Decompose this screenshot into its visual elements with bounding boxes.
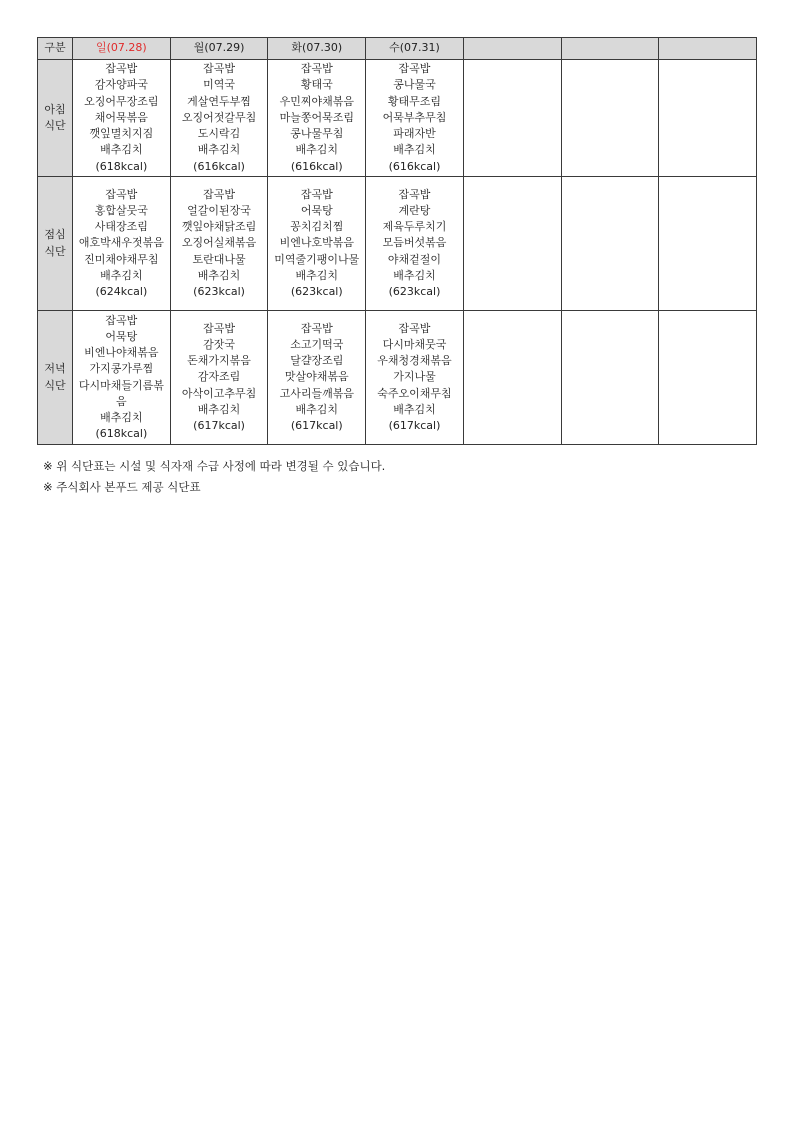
- menu-item: 가지나물: [393, 370, 436, 384]
- menu-item: 가지콩가루찜: [89, 362, 154, 376]
- menu-item: 배추김치: [100, 143, 143, 157]
- menu-item: (616kcal): [388, 159, 441, 173]
- menu-item: 감자조림: [197, 370, 241, 384]
- day-header-empty: [659, 38, 757, 60]
- menu-item: 황태국: [300, 78, 333, 92]
- notes: [43, 456, 385, 498]
- menu-item: 배추김치: [393, 402, 436, 416]
- meal-label-line: 아침: [44, 102, 66, 116]
- meal-label-line: 식단: [44, 244, 66, 258]
- menu-item: 야채겉절이: [387, 252, 442, 266]
- menu-item: 감잣국: [203, 337, 235, 351]
- menu-item: 배추김치: [295, 143, 339, 157]
- menu-item: 계란탕: [398, 203, 431, 217]
- menu-item: 게살연두부찜: [187, 94, 251, 108]
- menu-cell: [561, 177, 659, 311]
- menu-item: (617kcal): [193, 419, 245, 432]
- menu-cell: [73, 177, 171, 311]
- menu-item: 깻잎야채닭조림: [181, 220, 257, 234]
- menu-cell: [366, 60, 464, 177]
- menu-item: 채어묵볶음: [94, 110, 148, 124]
- menu-item: 도시락김: [197, 127, 241, 141]
- menu-item: 어묵탕: [105, 329, 138, 343]
- menu-item: 배추김치: [393, 268, 436, 282]
- meal-label-line: 식단: [44, 119, 66, 132]
- menu-item: 우채청경채볶음: [377, 354, 452, 368]
- menu-item: (623kcal): [388, 285, 441, 298]
- menu-cell: [561, 60, 659, 177]
- menu-cell: [170, 311, 268, 445]
- menu-cell: [268, 177, 366, 311]
- menu-item: 배추김치: [197, 402, 241, 416]
- meal-label-line: 저녁: [44, 362, 66, 376]
- menu-item: 소고기떡국: [290, 337, 344, 351]
- menu-item: 깻잎멸치지짐: [89, 127, 154, 141]
- day-header-sun: 일(07.28): [73, 38, 171, 60]
- note-change-notice: ※ 위 식단표는 시설 및 식자재 수급 사정에 따라 변경될 수 있습니다.: [43, 459, 386, 473]
- note-provider: ※ 주식회사 본푸드 제공 식단표: [43, 480, 201, 494]
- menu-item: 잡곡밥: [398, 187, 431, 201]
- menu-item: 돈채가지볶음: [187, 354, 251, 368]
- menu-item: 미역줄기팽이나물: [274, 252, 360, 266]
- day-header-mon: 월(07.29): [170, 38, 268, 60]
- menu-item: 꽁치김치찜: [290, 220, 344, 234]
- menu-item: 달걀장조림: [290, 354, 344, 368]
- menu-item: 모듬버섯볶음: [382, 236, 447, 250]
- menu-cell: [463, 177, 561, 311]
- day-header-tue: 화(07.30): [268, 38, 366, 60]
- menu-item: 진미채야채무침: [84, 252, 159, 266]
- day-header-empty: [561, 38, 659, 60]
- menu-cell: [268, 311, 366, 445]
- menu-item: 토란대나물: [192, 252, 246, 266]
- menu-cell: [463, 311, 561, 445]
- menu-item: 제육두루치기: [382, 220, 447, 234]
- menu-item: 비엔나호박볶음: [279, 236, 354, 250]
- meal-label-line: 식단: [44, 378, 66, 392]
- menu-item: (616kcal): [193, 159, 245, 173]
- menu-item: 배추김치: [295, 268, 339, 282]
- menu-item: 배추김치: [197, 268, 241, 282]
- menu-item: 마늘쫑어묵조림: [279, 110, 354, 124]
- menu-item: 배추김치: [197, 143, 241, 157]
- menu-item: 감자양파국: [94, 78, 148, 92]
- menu-item: 잡곡밥: [203, 321, 235, 335]
- menu-item: (618kcal): [95, 427, 148, 441]
- menu-item: (623kcal): [290, 285, 343, 298]
- menu-item: 배추김치: [100, 268, 143, 282]
- meal-label-line: 점심: [44, 228, 66, 242]
- lunch-row: [38, 177, 757, 311]
- menu-item: (618kcal): [95, 159, 148, 173]
- menu-item: 얼갈이된장국: [187, 203, 251, 217]
- menu-item: 배추김치: [295, 402, 339, 416]
- day-header-wed: 수(07.31): [366, 38, 464, 60]
- menu-item: 아삭이고추무침: [181, 386, 257, 400]
- menu-cell: [561, 311, 659, 445]
- menu-item: 잡곡밥: [300, 187, 333, 201]
- menu-item: 우민찌야채볶음: [279, 94, 354, 108]
- menu-cell: [366, 177, 464, 311]
- menu-cell: [73, 60, 171, 177]
- menu-item: 홍합살뭇국: [94, 203, 148, 217]
- menu-item: 다시마채들기름볶음: [78, 378, 164, 408]
- menu-item: 잡곡밥: [398, 62, 431, 76]
- menu-cell: [659, 177, 757, 311]
- menu-cell: [366, 311, 464, 445]
- menu-item: 맛살야채볶음: [284, 370, 349, 384]
- menu-item: 미역국: [203, 78, 235, 92]
- menu-item: (616kcal): [290, 159, 343, 173]
- menu-cell: [659, 311, 757, 445]
- menu-item: 오징어실채볶음: [181, 236, 257, 250]
- menu-item: 사태장조림: [94, 220, 148, 234]
- menu-item: (617kcal): [290, 419, 343, 432]
- menu-item: 잡곡밥: [203, 62, 235, 76]
- menu-item: 잡곡밥: [300, 321, 333, 335]
- day-header-empty: [463, 38, 561, 60]
- meal-label: [38, 60, 73, 177]
- menu-item: 애호박새우젓볶음: [78, 236, 164, 250]
- meal-label: [38, 311, 73, 445]
- menu-cell: [170, 60, 268, 177]
- menu-item: 고사리들깨볶음: [279, 386, 354, 400]
- breakfast-row: [38, 60, 757, 177]
- menu-cell: [659, 60, 757, 177]
- menu-item: 잡곡밥: [300, 62, 333, 76]
- menu-item: 숙주오이채무침: [377, 386, 452, 400]
- menu-item: 어묵부추무침: [382, 110, 447, 124]
- menu-item: 배추김치: [100, 410, 143, 424]
- meal-label: [38, 177, 73, 311]
- menu-item: (617kcal): [388, 419, 441, 432]
- header-label: 구분: [38, 38, 73, 60]
- menu-cell: [73, 311, 171, 445]
- menu-cell: [170, 177, 268, 311]
- menu-item: (624kcal): [95, 285, 148, 298]
- menu-item: 콩나물국: [393, 78, 436, 92]
- menu-item: 다시마채뭇국: [382, 337, 447, 351]
- menu-item: 잡곡밥: [105, 187, 138, 201]
- menu-item: 비엔나야채볶음: [84, 346, 159, 360]
- menu-item: 콩나물무침: [290, 127, 344, 141]
- menu-item: (623kcal): [193, 285, 245, 298]
- menu-item: 배추김치: [393, 143, 436, 157]
- menu-item: 황태무조림: [387, 94, 442, 108]
- menu-item: 잡곡밥: [398, 321, 431, 335]
- menu-item: 잡곡밥: [105, 62, 138, 76]
- header-row: [38, 38, 757, 60]
- menu-cell: [463, 60, 561, 177]
- menu-item: 잡곡밥: [203, 187, 235, 201]
- menu-item: 파래자반: [393, 127, 436, 141]
- menu-item: 오징어무장조림: [84, 94, 159, 108]
- meal-plan-table: [37, 37, 757, 445]
- menu-item: 오징어젓갈무침: [181, 110, 257, 124]
- menu-item: 어묵탕: [300, 203, 333, 217]
- menu-item: 잡곡밥: [105, 313, 138, 327]
- dinner-row: [38, 311, 757, 445]
- menu-cell: [268, 60, 366, 177]
